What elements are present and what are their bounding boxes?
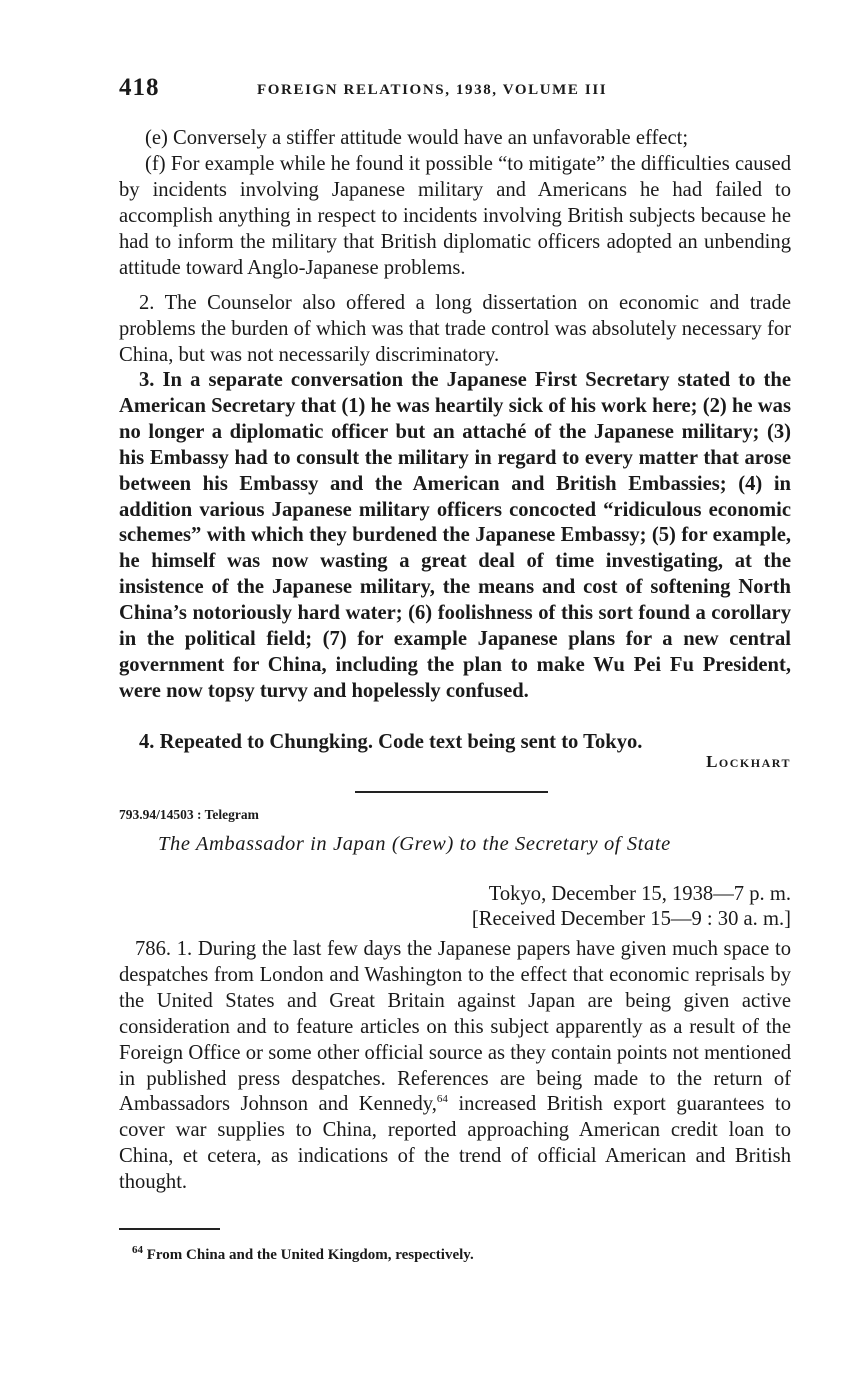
telegram-body-text-1: 786. 1. During the last few days the Japanese papers have given much space to despatches from London and Washington to the effect that economic reprisals by the United States and Great Britain against Japan are being given active consideration and to feature articles on this subject apparently as a result of the Foreign Office or some other official source as they contain points not mentioned in published press despatches. References are being made to the return of Ambassadors Johnson and Kennedy, [119, 938, 791, 1116]
file-reference: 793.94/14503 : Telegram [119, 807, 259, 822]
running-head: FOREIGN RELATIONS, 1938, VOLUME III [257, 82, 608, 98]
paragraph-f: (f) For example while he found it possible “to mitigate” the difficulties caused by incidents involving Japanese military and Americans he had failed to accomplish anything in respect to incidents involving British subjects because he had to inform the military that British diplomatic officers adopted an unbending attitude toward Anglo-Japanese problems. [119, 153, 791, 279]
telegram-body [119, 937, 791, 1196]
footnote-marker: 64 [132, 1244, 143, 1256]
paragraph-3: 3. In a separate conversation the Japanese First Secretary stated to the American Secretary that (1) he was heartily sick of his work here; (2) he was no longer a diplomatic officer but an attaché of the Japanese military; (3) his Embassy had to consult the military in regard to every matter that arose between his Embassy and the American and British Embassies; (4) in addition various Japanese military officers concocted “ridiculous economic schemes” with which they burdened the Japanese Embassy; (5) for example, he himself was now wasting a great deal of time investigating, at the insistence of the Japanese military, the means and cost of softening North China’s notoriously hard water; (6) foolishness of this sort found a corollary in the political field; (7) for example Japanese plans for a new central government for China, including the plan to make Wu Pei Fu President, were now topsy turvy and hopelessly confused. [119, 369, 791, 702]
footnote-divider [119, 1228, 220, 1230]
document-heading: The Ambassador in Japan (Grew) to the Secretary of State [158, 833, 671, 855]
paragraph-2: 2. The Counselor also offered a long dissertation on economic and trade problems the burden of which was that trade control was absolutely necessary for China, but was not necessarily discriminatory. [119, 292, 791, 366]
section-divider [355, 791, 548, 793]
footnote [132, 1244, 474, 1264]
paragraph-4: 4. Repeated to Chungking. Code text being sent to Tokyo. [139, 731, 643, 753]
received-line: [Received December 15—9 : 30 a. m.] [471, 908, 791, 930]
page-number: 418 [119, 74, 160, 101]
footnote-reference: 64 [436, 1093, 448, 1106]
dateline: Tokyo, December 15, 1938—7 p. m. [488, 883, 791, 905]
footnote-text: From China and the United Kingdom, respectively. [146, 1247, 474, 1263]
signature: Lockhart [706, 752, 791, 771]
page-header [119, 72, 791, 108]
paragraph-e: (e) Conversely a stiffer attitude would have an unfavorable effect; [145, 127, 689, 149]
telegram-body-text-2: increased British export guarantees to cover war supplies to China, reported approaching American credit loan to China, et cetera, as indications of the trend of official American and British thought. [119, 1093, 791, 1194]
